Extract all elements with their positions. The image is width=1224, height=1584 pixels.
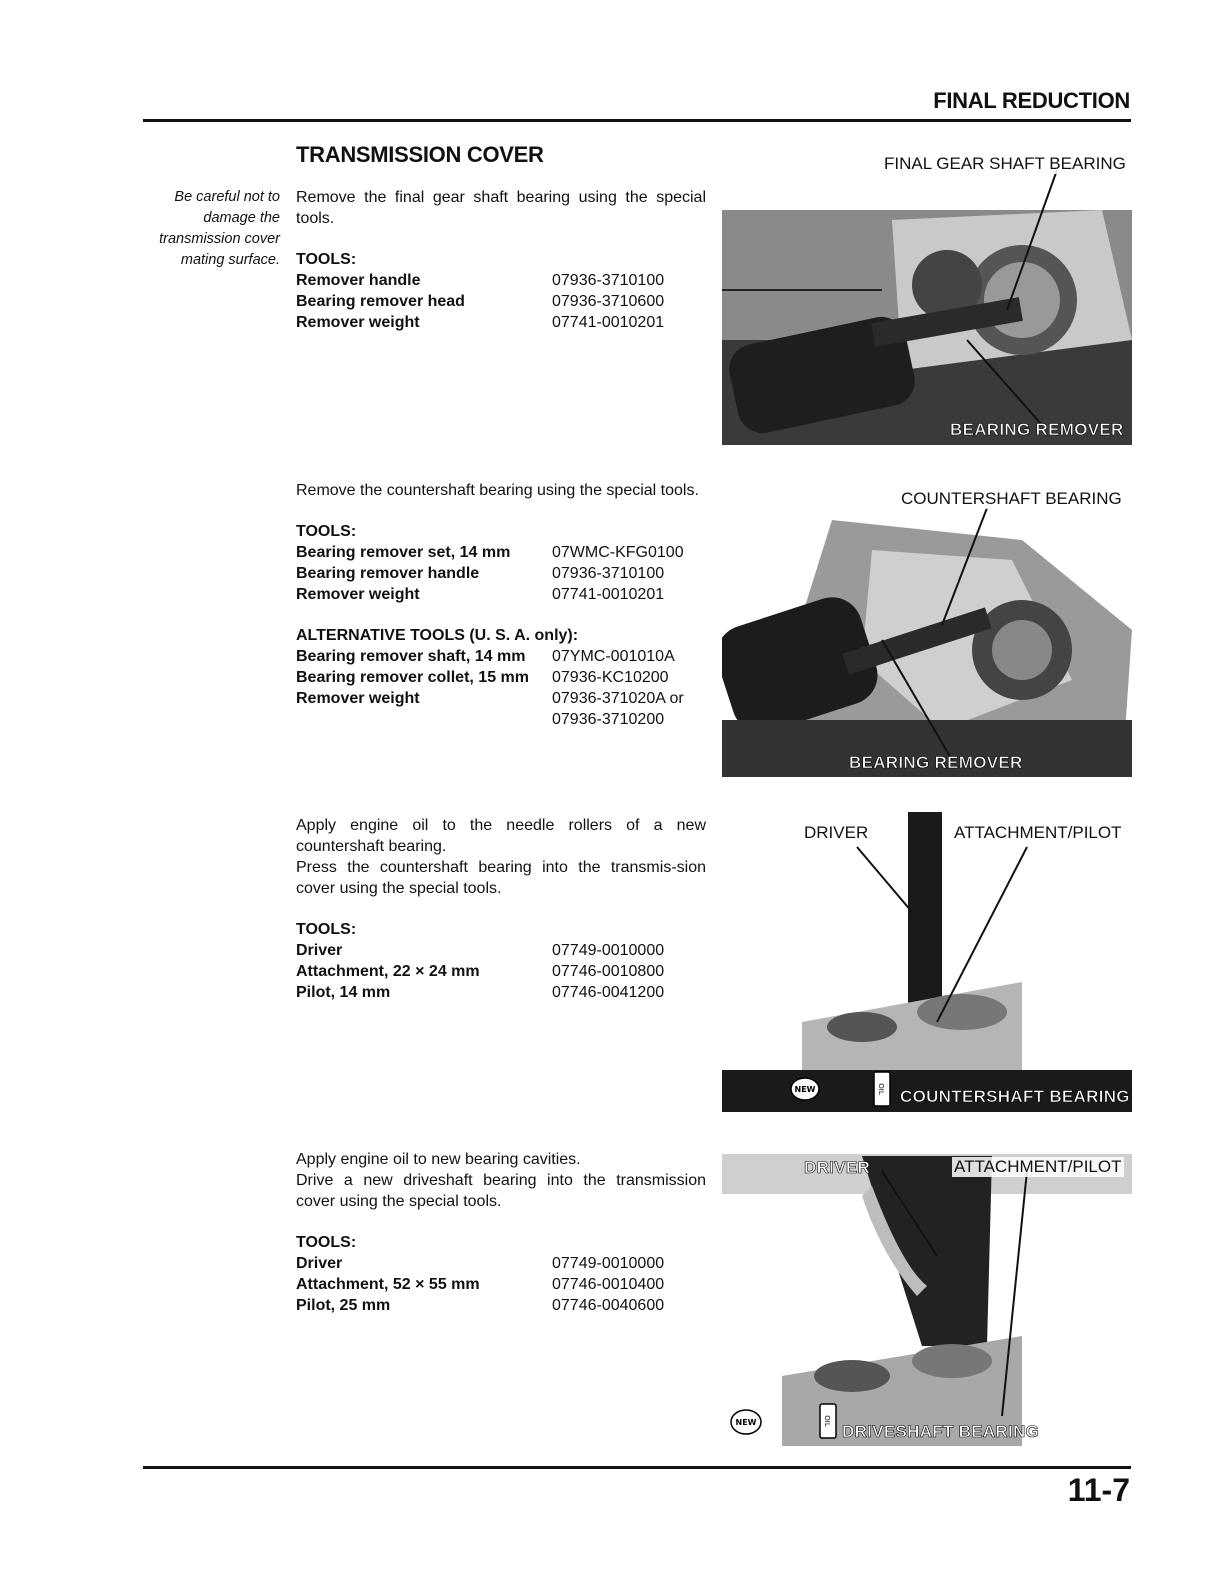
page-number: 11-7: [1067, 1472, 1130, 1508]
tool-number: 07936-3710100: [552, 565, 665, 582]
callout-driver: DRIVER: [804, 1158, 871, 1177]
figure-driveshaft-bearing-install: [722, 1146, 1132, 1446]
tools-heading: TOOLS:: [296, 921, 357, 938]
tool-name: Attachment, 52 × 55 mm: [296, 1276, 480, 1293]
tool-name: [296, 709, 552, 730]
tool-name: Remover handle: [296, 272, 421, 289]
photo-engine-cover-1: [722, 140, 1132, 445]
tool-row: [296, 667, 706, 688]
step-1: [296, 187, 706, 333]
figure-countershaft-bearing-removal: [722, 480, 1132, 777]
section-header: FINAL REDUCTION: [933, 88, 1130, 113]
tool-number: 07936-3710200: [552, 711, 665, 728]
tool-row: [296, 982, 706, 1003]
side-note-line: damage the: [203, 210, 280, 226]
tool-row: [296, 1295, 706, 1316]
tool-name: Pilot, 25 mm: [296, 1297, 391, 1314]
alt-tools-heading: ALTERNATIVE TOOLS (U. S. A. only):: [296, 627, 579, 644]
callout-bearing-remover: BEARING REMOVER: [849, 753, 1023, 772]
step-2-text: Remove the countershaft bearing using the special tools.: [296, 482, 699, 499]
tool-number: 07749-0010000: [552, 1255, 665, 1272]
tools-heading: TOOLS:: [296, 523, 357, 540]
photo-engine-cover-4: [722, 1146, 1132, 1446]
tool-row: [296, 1253, 706, 1274]
step-4-text: Apply engine oil to new bearing cavities.: [296, 1151, 581, 1168]
callout-attachment-pilot: ATTACHMENT/PILOT: [954, 823, 1122, 842]
tool-name: Remover weight: [296, 586, 420, 603]
step-2: [296, 480, 706, 730]
tool-row: [296, 646, 706, 667]
tool-number: 07741-0010201: [552, 314, 665, 331]
tool-name: Bearing remover head: [296, 293, 465, 310]
tool-number: 07YMC-001010A: [552, 648, 675, 665]
tool-name: Attachment, 22 × 24 mm: [296, 963, 480, 980]
tool-number: 07741-0010201: [552, 586, 665, 603]
step-4: [296, 1149, 706, 1316]
tool-row: [296, 584, 706, 605]
tool-number: 07936-3710100: [552, 272, 665, 289]
callout-driver: DRIVER: [804, 823, 869, 842]
tool-row: [296, 940, 706, 961]
tool-row: [296, 563, 706, 584]
tool-name: Remover weight: [296, 690, 420, 707]
new-icon-label: NEW: [735, 1418, 757, 1427]
section-title: TRANSMISSION COVER: [296, 142, 544, 167]
photo-engine-cover-2: [722, 480, 1132, 777]
tool-number: 07749-0010000: [552, 942, 665, 959]
tool-number: 07746-0010400: [552, 1276, 665, 1293]
side-note: [140, 187, 280, 271]
side-note-line: Be careful not to: [174, 189, 280, 205]
tool-row: [296, 709, 706, 730]
tool-name: Bearing remover shaft, 14 mm: [296, 648, 526, 665]
tool-row: [296, 270, 706, 291]
tool-row: [296, 688, 706, 709]
header-rule: [143, 119, 1131, 122]
tool-number: 07936-371020A or: [552, 690, 684, 707]
tool-number: 07746-0041200: [552, 984, 665, 1001]
tool-row: [296, 542, 706, 563]
tool-name: Driver: [296, 942, 343, 959]
side-note-line: transmission cover: [159, 231, 280, 247]
tool-row: [296, 961, 706, 982]
tool-number: 07936-KC10200: [552, 669, 669, 686]
step-3-text: Press the countershaft bearing into the transmis-sion cover using the special tools.: [296, 859, 706, 897]
tool-name: Driver: [296, 1255, 343, 1272]
callout-bearing-remover: BEARING REMOVER: [950, 420, 1124, 439]
new-part-icon: [730, 1408, 762, 1436]
footer-rule: [143, 1466, 1131, 1469]
tool-number: 07746-0040600: [552, 1297, 665, 1314]
oil-can-icon: [872, 1070, 892, 1108]
tool-name: Remover weight: [296, 314, 420, 331]
tool-name: Bearing remover handle: [296, 565, 480, 582]
side-note-line: mating surface.: [180, 252, 280, 268]
step-3: [296, 815, 706, 1003]
oil-icon-label: OIL: [877, 1083, 885, 1095]
tool-row: [296, 1274, 706, 1295]
callout-countershaft-bearing: COUNTERSHAFT BEARING: [900, 1087, 1130, 1106]
figure-final-gear-bearing-removal: [722, 140, 1132, 445]
tool-number: 07746-0010800: [552, 963, 665, 980]
tools-heading: TOOLS:: [296, 1234, 357, 1251]
figure-countershaft-bearing-install: [722, 812, 1132, 1112]
tool-row: [296, 291, 706, 312]
new-icon-label: NEW: [794, 1085, 816, 1094]
new-part-icon: [790, 1076, 820, 1102]
tool-name: Bearing remover set, 14 mm: [296, 544, 511, 561]
step-1-text: Remove the final gear shaft bearing using the special tools.: [296, 189, 706, 227]
photo-engine-cover-3: [722, 812, 1132, 1112]
callout-attachment-pilot: ATTACHMENT/PILOT: [954, 1157, 1122, 1176]
callout-final-gear-shaft-bearing: FINAL GEAR SHAFT BEARING: [884, 154, 1126, 173]
tool-name: Pilot, 14 mm: [296, 984, 391, 1001]
tool-number: 07WMC-KFG0100: [552, 544, 684, 561]
tool-row: [296, 312, 706, 333]
callout-driveshaft-bearing: DRIVESHAFT BEARING: [842, 1422, 1040, 1441]
tool-name: Bearing remover collet, 15 mm: [296, 669, 529, 686]
oil-icon-label: OIL: [823, 1415, 831, 1427]
tools-heading: TOOLS:: [296, 251, 357, 268]
callout-countershaft-bearing: COUNTERSHAFT BEARING: [901, 489, 1122, 508]
step-3-text: Apply engine oil to the needle rollers of a new countershaft bearing.: [296, 817, 706, 855]
oil-can-icon: [818, 1402, 838, 1440]
tool-number: 07936-3710600: [552, 293, 665, 310]
step-4-text: Drive a new driveshaft bearing into the transmission cover using the special tools.: [296, 1172, 706, 1210]
